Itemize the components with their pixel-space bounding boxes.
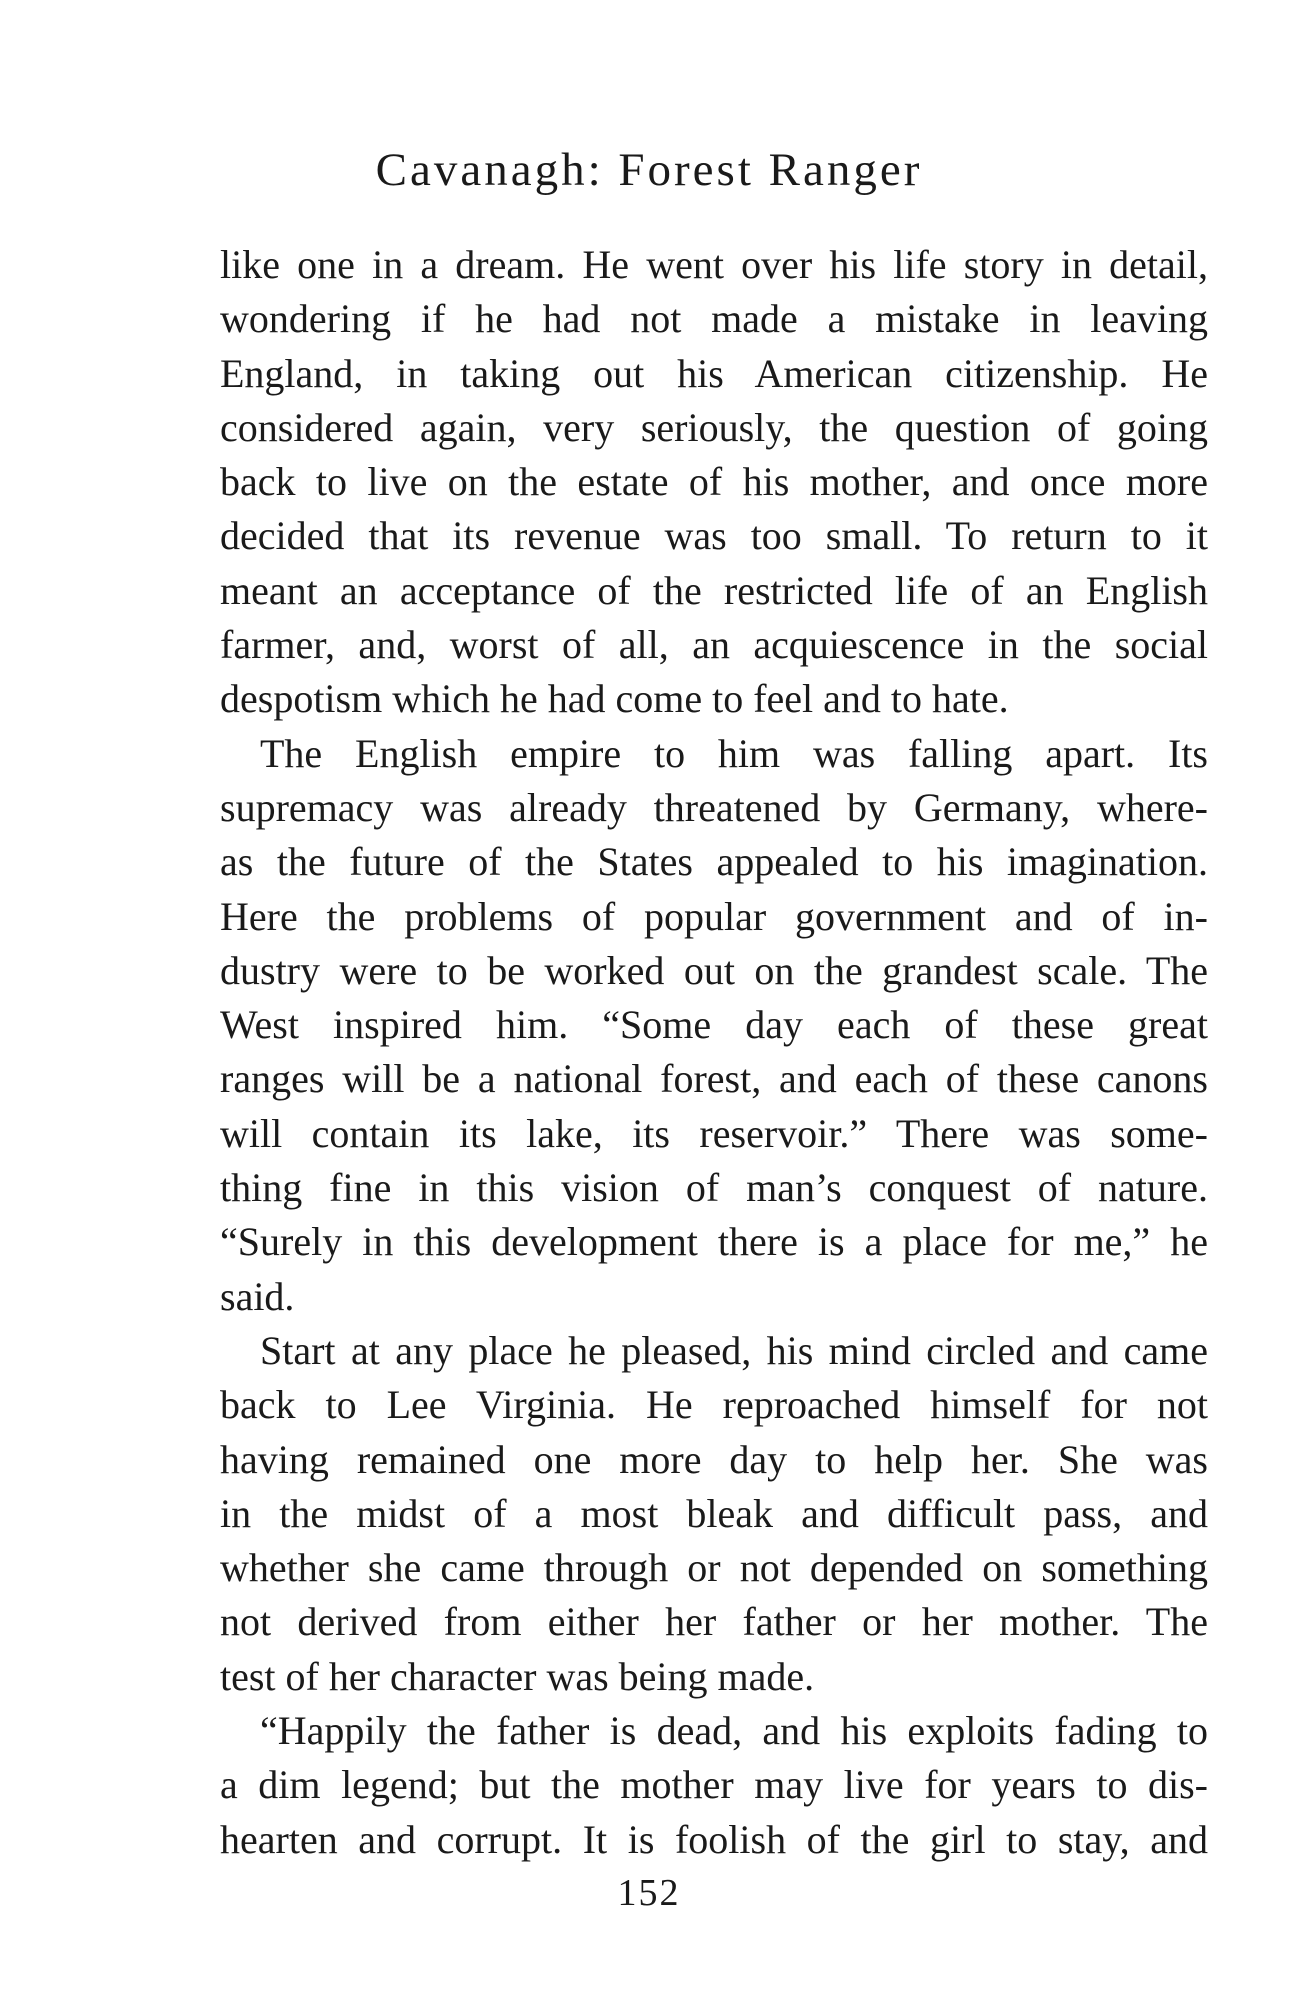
text-line: back to live on the estate of his mother, and once more [220, 459, 1208, 505]
text-line: dustry were to be worked out on the grandest scale. The [220, 947, 1208, 993]
text-line: ranges will be a national forest, and each of these canons [220, 1056, 1208, 1102]
body-text [220, 238, 1208, 1867]
text-line: Here the problems of popular government and of in- [220, 893, 1208, 939]
text-line: test of her character was being made. [220, 1653, 815, 1699]
text-line: supremacy was already threatened by Germany, where- [220, 784, 1208, 830]
text-line: not derived from either her father or her mother. The [220, 1599, 1208, 1645]
text-line: wondering if he had not made a mistake in leaving [220, 296, 1208, 342]
paragraph [220, 727, 1208, 1324]
text-line: hearten and corrupt. It is foolish of the girl to stay, and [220, 1816, 1208, 1862]
text-line: will contain its lake, its reservoir.” There was some- [220, 1110, 1208, 1156]
page-number: 152 [617, 1872, 681, 1914]
text-line: thing fine in this vision of man’s conquest of nature. [220, 1165, 1208, 1211]
text-line: back to Lee Virginia. He reproached himself for not [220, 1382, 1208, 1428]
paragraph [220, 1704, 1208, 1867]
text-line: “Surely in this development there is a place for me,” he [220, 1219, 1208, 1265]
text-line: as the future of the States appealed to his imagination. [220, 839, 1208, 885]
text-line: like one in a dream. He went over his life story in detail, [220, 242, 1208, 287]
text-line: decided that its revenue was too small. To return to it [220, 513, 1208, 559]
text-line: having remained one more day to help her. She was [220, 1436, 1208, 1482]
text-line: whether she came through or not depended on something [220, 1545, 1208, 1591]
text-line: in the midst of a most bleak and difficult pass, and [220, 1490, 1208, 1536]
text-line: Start at any place he pleased, his mind circled and came [260, 1327, 1208, 1373]
text-line: West inspired him. “Some day each of these great [220, 1002, 1208, 1048]
paragraph [220, 1324, 1208, 1704]
text-line: a dim legend; but the mother may live for years to dis- [220, 1762, 1208, 1808]
text-line: England, in taking out his American citizenship. He [220, 350, 1208, 396]
running-head-title: Cavanagh: Forest Ranger [375, 144, 923, 196]
text-line: meant an acceptance of the restricted life of an English [220, 567, 1208, 613]
paragraph [220, 238, 1208, 727]
text-line: The English empire to him was falling apart. Its [260, 730, 1208, 776]
text-line: “Happily the father is dead, and his exploits fading to [260, 1708, 1208, 1754]
text-line: said. [220, 1273, 295, 1319]
text-line: farmer, and, worst of all, an acquiescence in the social [220, 622, 1208, 668]
text-line: considered again, very seriously, the question of going [220, 404, 1208, 450]
text-line: despotism which he had come to feel and to hate. [220, 676, 1009, 722]
